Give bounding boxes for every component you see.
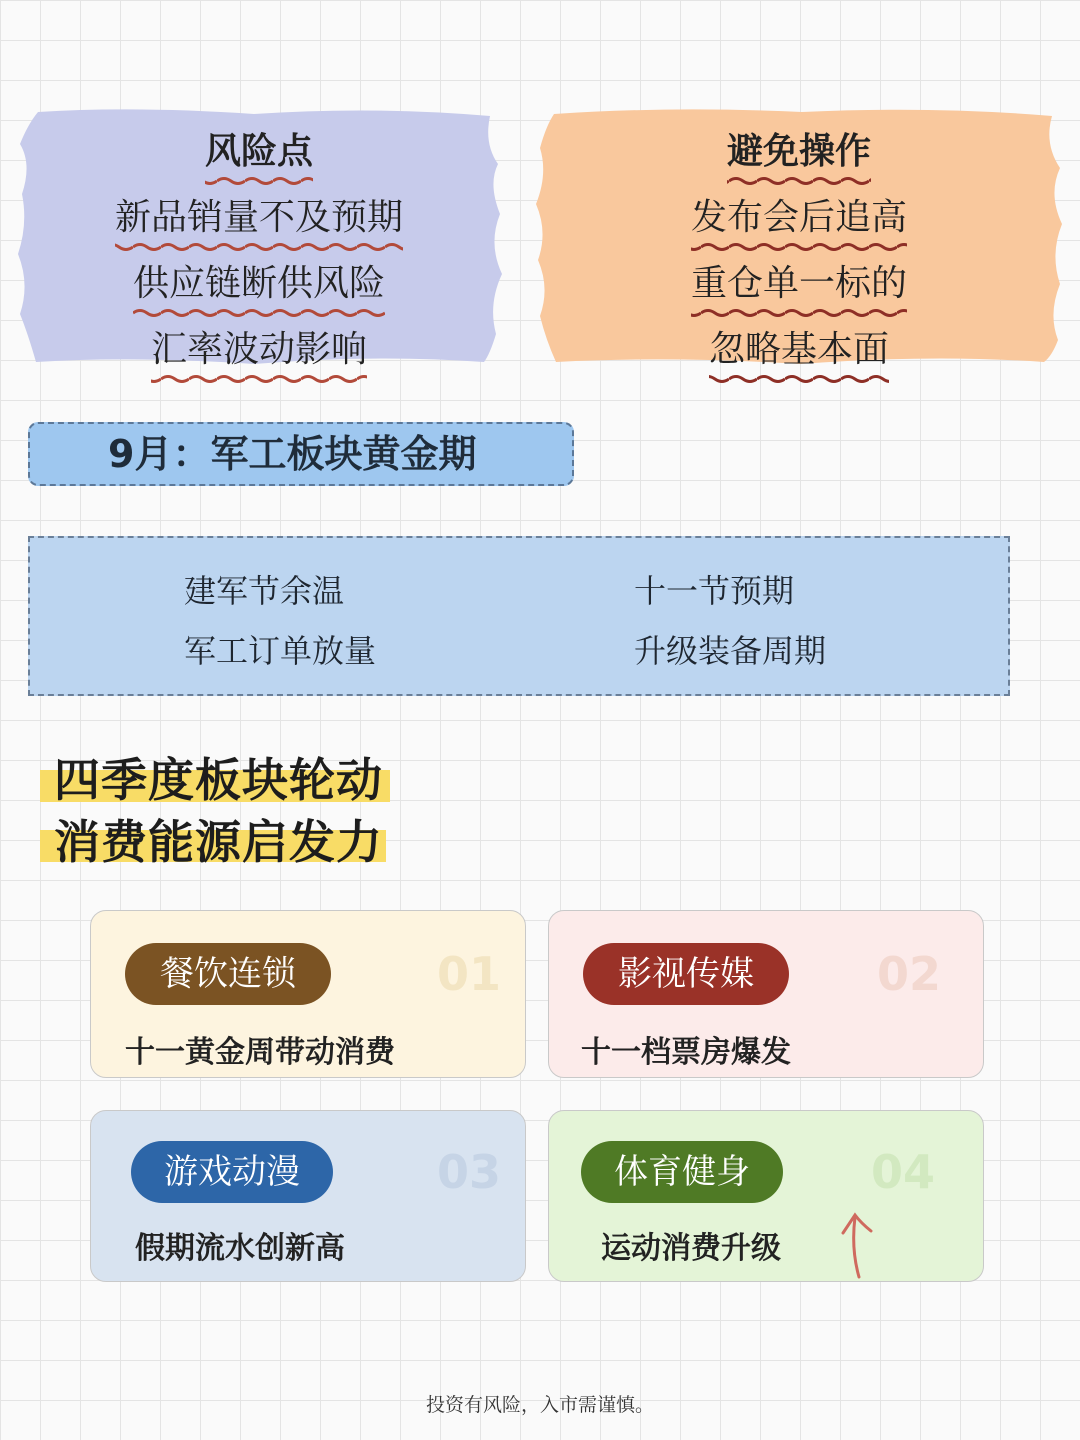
september-item: 升级装备周期 [634, 632, 827, 670]
sector-label: 餐饮连锁 [125, 943, 331, 1005]
sector-label: 体育健身 [581, 1141, 783, 1203]
september-item: 十一节预期 [634, 572, 795, 610]
avoid-title: 避免操作 [727, 126, 871, 186]
risk-card [14, 104, 504, 370]
avoid-item: 发布会后追高 [691, 192, 907, 252]
sector-desc: 运动消费升级 [601, 1231, 781, 1266]
sector-card-games [90, 1110, 526, 1282]
sector-number: 04 [871, 1145, 936, 1199]
risk-item: 汇率波动影响 [151, 324, 367, 384]
arrow-up-icon [835, 1203, 885, 1283]
risk-title: 风险点 [205, 126, 313, 186]
september-item: 建军节余温 [184, 572, 345, 610]
sector-label: 影视传媒 [583, 943, 789, 1005]
risk-item: 供应链断供风险 [133, 258, 385, 318]
september-box [28, 536, 1010, 696]
september-item: 军工订单放量 [184, 632, 377, 670]
sector-label: 游戏动漫 [131, 1141, 333, 1203]
sector-desc: 十一黄金周带动消费 [125, 1035, 395, 1070]
sector-number: 03 [437, 1145, 502, 1199]
avoid-item: 重仓单一标的 [691, 258, 907, 318]
sector-desc: 十一档票房爆发 [581, 1035, 791, 1070]
sector-number: 01 [437, 947, 502, 1001]
disclaimer-footer: 投资有风险，入市需谨慎。 [425, 1394, 654, 1416]
avoid-item: 忽略基本面 [709, 324, 889, 384]
section-heading-line1: 四季度板块轮动 [54, 753, 383, 807]
sector-card-media [548, 910, 984, 1078]
sector-number: 02 [877, 947, 942, 1001]
september-tag: 9月：军工板块黄金期 [28, 422, 574, 486]
sector-desc: 假期流水创新高 [135, 1231, 345, 1266]
sector-card-sports [548, 1110, 984, 1282]
avoid-card [532, 104, 1066, 370]
risk-item: 新品销量不及预期 [115, 192, 403, 252]
section-heading-line2: 消费能源启发力 [54, 815, 383, 869]
sector-card-catering [90, 910, 526, 1078]
